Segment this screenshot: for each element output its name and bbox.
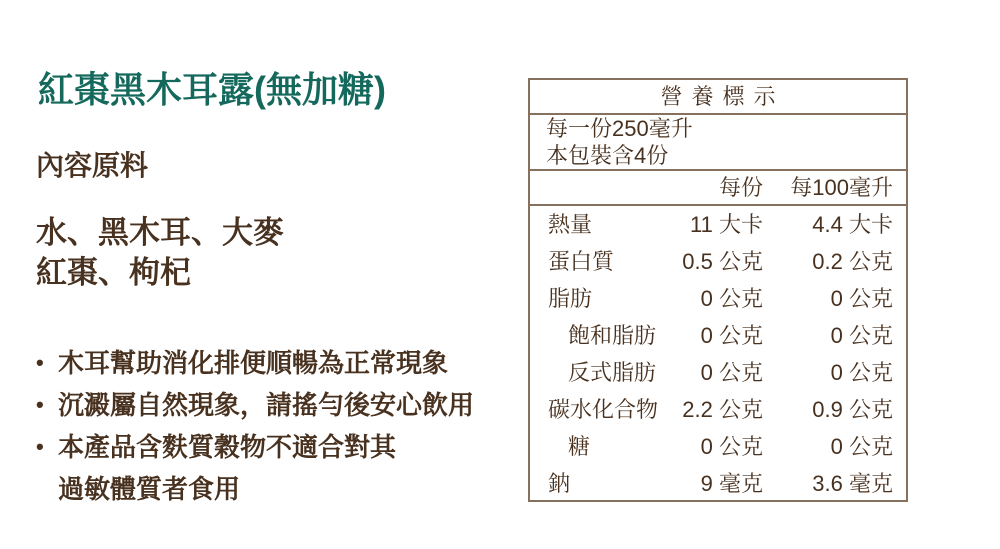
note-item bbox=[36, 426, 474, 468]
row-per-100ml: 0 公克 bbox=[830, 360, 893, 385]
row-per-100ml: 0.2 公克 bbox=[812, 249, 893, 274]
row-label: 飽和脂肪 bbox=[568, 323, 657, 348]
servings-per-package-line: 本包裝含4份 bbox=[546, 143, 669, 168]
nutrition-table-title: 營養標示 bbox=[530, 80, 906, 115]
row-per-serving: 11 大卡 bbox=[690, 212, 763, 237]
ingredients-list bbox=[36, 213, 284, 293]
nutrition-row-fat bbox=[530, 280, 906, 317]
note-item-continuation bbox=[36, 468, 474, 510]
note-text: 本產品含麩質穀物不適合對其 bbox=[58, 432, 397, 462]
row-label: 反式脂肪 bbox=[568, 360, 657, 385]
nutrition-row-sodium bbox=[530, 465, 906, 502]
product-notes bbox=[36, 342, 474, 510]
column-header-per-serving: 每份 bbox=[718, 175, 763, 200]
ingredients-heading: 內容原料 bbox=[36, 150, 149, 181]
note-item bbox=[36, 342, 474, 384]
row-per-serving: 2.2 公克 bbox=[682, 397, 763, 422]
nutrition-row-protein bbox=[530, 243, 906, 280]
nutrition-facts-table bbox=[528, 78, 908, 502]
row-per-serving: 0 公克 bbox=[700, 286, 763, 311]
row-per-serving: 0 公克 bbox=[700, 360, 763, 385]
row-per-100ml: 0 公克 bbox=[830, 286, 893, 311]
row-label: 碳水化合物 bbox=[548, 397, 659, 422]
nutrition-row-trans-fat bbox=[530, 354, 906, 391]
nutrition-row-calories bbox=[530, 206, 906, 243]
row-per-serving: 9 毫克 bbox=[700, 471, 763, 496]
bullet-icon: • bbox=[36, 392, 44, 417]
row-label: 脂肪 bbox=[548, 286, 593, 311]
note-item bbox=[36, 384, 474, 426]
bullet-icon: • bbox=[36, 434, 44, 459]
row-per-100ml: 0.9 公克 bbox=[812, 397, 893, 422]
row-per-100ml: 3.6 毫克 bbox=[812, 471, 893, 496]
ingredients-line: 水、黑木耳、大麥 bbox=[36, 215, 284, 250]
nutrition-column-headers bbox=[530, 171, 906, 206]
row-per-serving: 0 公克 bbox=[700, 434, 763, 459]
row-per-100ml: 4.4 大卡 bbox=[812, 212, 893, 237]
column-header-per-100ml: 每100毫升 bbox=[790, 175, 893, 200]
row-per-100ml: 0 公克 bbox=[830, 323, 893, 348]
serving-size-line: 每一份250毫升 bbox=[546, 116, 693, 141]
bullet-spacer bbox=[36, 468, 58, 510]
nutrition-rows bbox=[530, 206, 906, 502]
row-per-serving: 0.5 公克 bbox=[682, 249, 763, 274]
row-label: 糖 bbox=[568, 434, 591, 459]
bullet-icon: • bbox=[36, 350, 44, 375]
ingredients-line: 紅棗、枸杞 bbox=[36, 255, 191, 290]
row-label: 熱量 bbox=[548, 212, 593, 237]
nutrition-row-carbohydrate bbox=[530, 391, 906, 428]
note-text: 沉澱屬自然現象，請搖勻後安心飲用 bbox=[58, 390, 475, 420]
row-label: 蛋白質 bbox=[548, 249, 615, 274]
product-title: 紅棗黑木耳露(無加糖) bbox=[38, 69, 386, 110]
nutrition-row-saturated-fat bbox=[530, 317, 906, 354]
row-per-100ml: 0 公克 bbox=[830, 434, 893, 459]
nutrition-row-sugar bbox=[530, 428, 906, 465]
note-text: 過敏體質者食用 bbox=[58, 474, 241, 504]
row-label: 鈉 bbox=[548, 471, 571, 496]
row-per-serving: 0 公克 bbox=[700, 323, 763, 348]
column-header-spacer bbox=[548, 171, 663, 204]
serving-info bbox=[530, 115, 906, 171]
note-text: 木耳幫助消化排便順暢為正常現象 bbox=[58, 348, 449, 378]
